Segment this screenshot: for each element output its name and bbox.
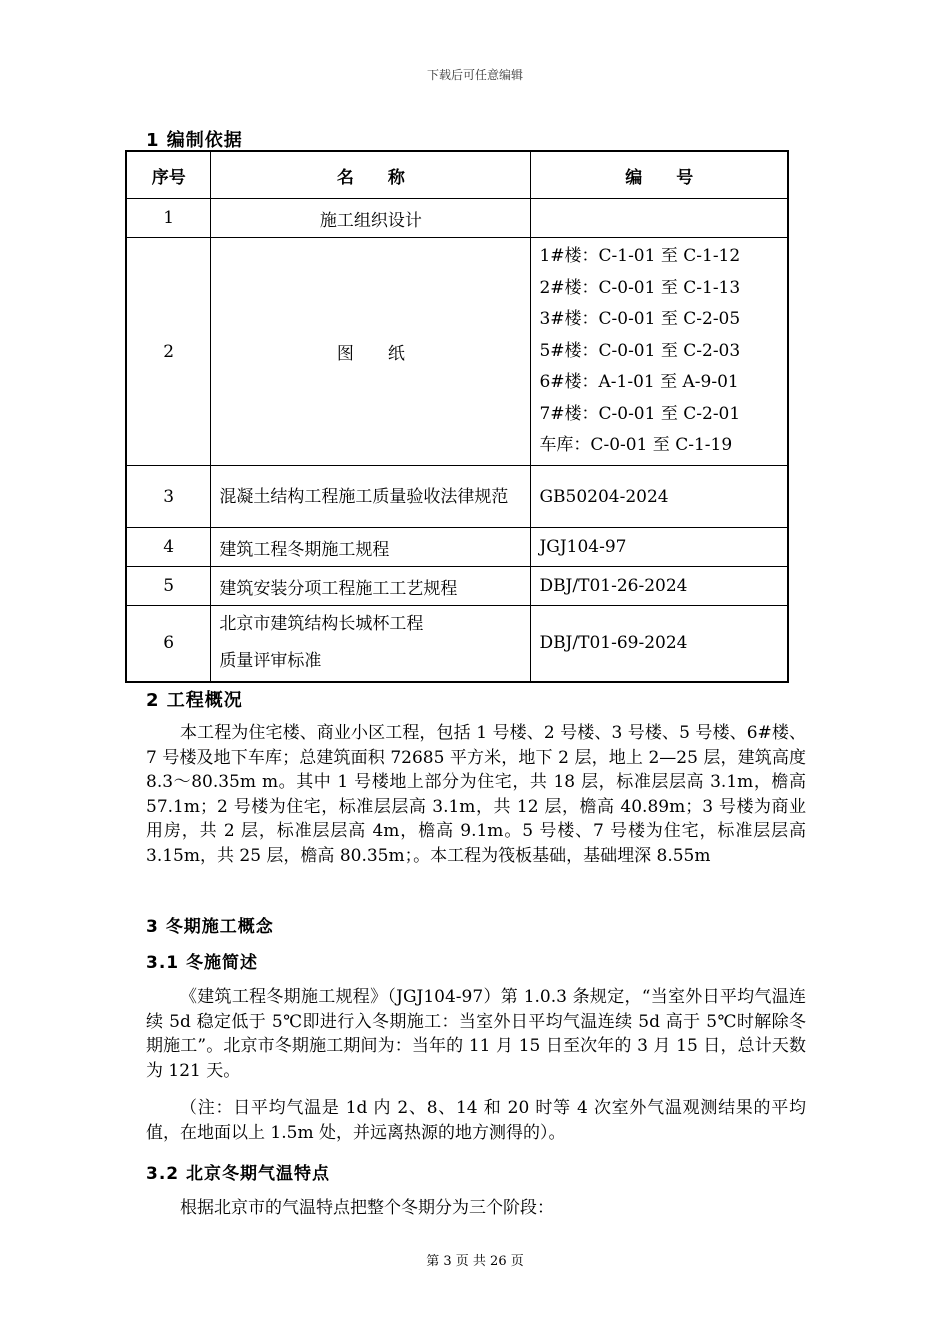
table-row [126,528,788,567]
section-3-2-title: 3.2 北京冬期气温特点 [146,1164,331,1184]
drawing-code: 1#楼：C-1-01 至 C-1-12 [539,246,741,267]
row-name-line: 北京市建筑结构长城杯工程 [219,614,424,635]
row-name: 施工组织设计 [211,199,531,238]
row-no: 5 [126,567,211,606]
row-no: 4 [126,528,211,567]
header-code: 编 号 [531,151,788,199]
row-code: GB50204-2024 [531,466,788,528]
row-no: 1 [126,199,211,238]
row-no: 6 [126,606,211,682]
drawing-code: 2#楼：C-0-01 至 C-1-13 [539,277,741,298]
page-footer: 第 3 页 共 26 页 [426,1254,524,1269]
drawing-code: 6#楼：A-1-01 至 A-9-01 [539,372,739,393]
row-name: 建筑工程冬期施工规程 [211,528,531,567]
row-name-line: 质量评审标准 [219,651,322,672]
row-name [211,606,531,682]
reference-table [125,150,789,683]
drawing-code: 5#楼：C-0-01 至 C-2-03 [539,340,741,361]
row-name: 建筑安装分项工程施工工艺规程 [211,567,531,606]
section-3-1-paragraph: 《建筑工程冬期施工规程》（JGJ104-97）第 1.0.3 条规定，“当室外日平均气温连续 5d 稳定低于 5℃即进行入冬期施工：当室外日平均气温连续 5d 高于 5℃时解除冬期施工”。北京市冬期施工期间为：当年的 11 月 15 日至次年的 3 月 15 日，总计天数为 121 天。 [146,987,806,1081]
table-row [126,567,788,606]
table-row [126,238,788,466]
row-name: 图 纸 [211,238,531,466]
row-name: 混凝土结构工程施工质量验收法律规范 [211,466,531,528]
header-no: 序号 [126,151,211,199]
drawing-code: 车库：C-0-01 至 C-1-19 [539,435,733,456]
section-3-1-title: 3.1 冬施简述 [146,953,259,973]
page-header: 下载后可任意编辑 [426,68,523,82]
table-row [126,466,788,528]
row-no: 2 [126,238,211,466]
section-3-2-paragraph: 根据北京市的气温特点把整个冬期分为三个阶段： [180,1198,554,1218]
row-code: DBJ/T01-69-2024 [531,606,788,682]
table-row [126,199,788,238]
row-code: DBJ/T01-26-2024 [531,567,788,606]
section-3-1-note: （注：日平均气温是 1d 内 2、8、14 和 20 时等 4 次室外气温观测结果的平均值，在地面以上 1.5m 处，并远离热源的地方测得的）。 [146,1098,806,1143]
section-2-paragraph: 本工程为住宅楼、商业小区工程，包括 1 号楼、2 号楼、3 号楼、5 号楼、6#楼、7 号楼及地下车库；总建筑面积 72685 平方米，地下 2 层，地上 2—25 层，建筑高度 8.3～80.35m m。其中 1 号楼地上部分为住宅，共 18 层，标准层层高 3.1m，檐高 57.1m；2 号楼为住宅，标准层层高 3.1m，共 12 层，檐高 40.89m；3 号楼为商业用房，共 2 层，标准层层高 4m，檐高 9.1m。5 号楼、7 号楼为住宅，标准层层高 3.15m，共 25 层，檐高 80.35m；。本工程为筏板基础，基础埋深 8.55m [146,723,806,866]
row-code [531,199,788,238]
header-name: 名 称 [211,151,531,199]
row-code-list [531,238,788,466]
drawing-code: 3#楼：C-0-01 至 C-2-05 [539,309,741,330]
row-no: 3 [126,466,211,528]
table-row [126,606,788,682]
section-1-title: 1 编制依据 [146,130,243,151]
row-code: JGJ104-97 [531,528,788,567]
drawing-code: 7#楼：C-0-01 至 C-2-01 [539,403,741,424]
section-2-title: 2 工程概况 [146,690,243,711]
section-3-title: 3 冬期施工概念 [146,917,274,937]
table-header-row [126,151,788,199]
